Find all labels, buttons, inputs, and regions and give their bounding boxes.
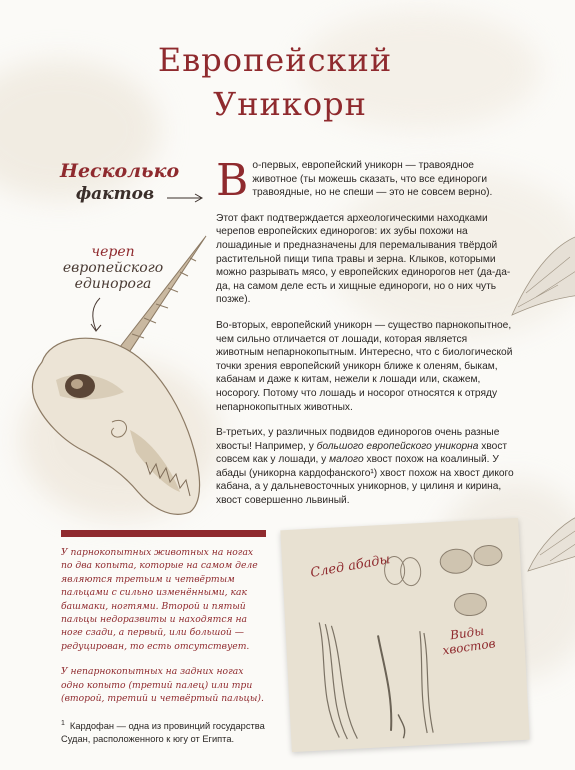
paragraph-1-text: о-первых, европейский уникорн — травоядное животное (ты можешь сказать, что все единороги травоядные, но не спеши — это не совсем верно).: [252, 160, 493, 199]
note-text: [61, 546, 266, 717]
facts-heading: [60, 160, 180, 205]
paragraph-1: [216, 155, 516, 206]
paragraph-4-text-a: В-третьих, у различных подвидов единорогов очень разные хвосты! Например, у: [216, 427, 500, 452]
paragraph-3: Во-вторых, европейский уникорн — существо парнокопытное, чем сильно отличается от лошади, которая является животным непарнокопытным. Интересно, что с биологической точки зрения европейский уникорн ближе к оленям, быкам, кабанам и даже к китам, нежели к лошади или, скажем, носорогу. Потому что лошадь и носорог относятся к отряду непарнокопытных животных.: [216, 319, 513, 413]
board-label-hoofprint: След абады: [309, 552, 392, 581]
skull-label-line3: единорога: [74, 276, 152, 292]
arrow-icon: [165, 192, 207, 204]
paragraph-4: [216, 426, 516, 508]
skull-label-line1: череп: [91, 244, 135, 260]
curved-arrow-icon: [82, 296, 112, 336]
paragraph-4-text-b: хвост совсем как у лошади, у: [216, 440, 508, 466]
skull-label: [58, 244, 168, 292]
footnote-text: Кардофан — одна из провинций государства Судан, расположенного к югу от Египта.: [61, 721, 265, 744]
page-title-line1: Европейский: [157, 41, 393, 79]
paragraph-4-text-c: хвост похож на коалиный. У абады (уникорна кардофанского¹) хвост похож на хвост дикого кабана, а у дальневосточных уникорнов, у цилиня и кирина, хвост совершенно львиный.: [216, 454, 514, 507]
paragraph-4-emphasis-1: большого европейского уникорна: [316, 440, 479, 452]
page-title-line2: Уникорн: [213, 85, 367, 123]
board-label-tails: Виды хвостов: [441, 623, 497, 658]
note-accent-bar: [61, 530, 266, 537]
facts-heading-line1: Несколько: [60, 160, 180, 182]
note-paragraph-2: У непарнокопытных на задних ногах одно копыто (третий палец) или три (второй, третий и четвёртый пальцы).: [61, 666, 264, 705]
page-title: [150, 38, 400, 126]
footnote-mark: 1: [61, 720, 65, 727]
paragraph-4-emphasis-2: малого: [329, 454, 364, 466]
skull-label-line2: европейского: [62, 260, 164, 276]
drop-cap: В: [216, 155, 249, 206]
note-paragraph-1: У парнокопытных животных на ногах по два копыта, которые на самом деле являются третьим и четвёртым пальцами с сильно изменёнными, как башмаки, ногтями. Второй и пятый пальцы недоразвиты и находятся на ноге сзади, а первый, или большой — редуцирован, то есть отсутствует.: [61, 547, 258, 652]
facts-heading-line2: фактов: [75, 184, 155, 204]
paragraph-2: Этот факт подтверждается археологическими находками черепов европейских единорогов: их зубы похожи на лошадиные и предназначены для перемалывания твёрдой растительной пищи типа травы и зерна. Клыков, которыми можно разрывать мясо, у европейских единорогов нет (да-да-да, на самом деле есть и хищные единороги, но о них чуть позже).: [216, 212, 511, 306]
main-text: [216, 155, 516, 520]
footnote: [61, 718, 276, 745]
